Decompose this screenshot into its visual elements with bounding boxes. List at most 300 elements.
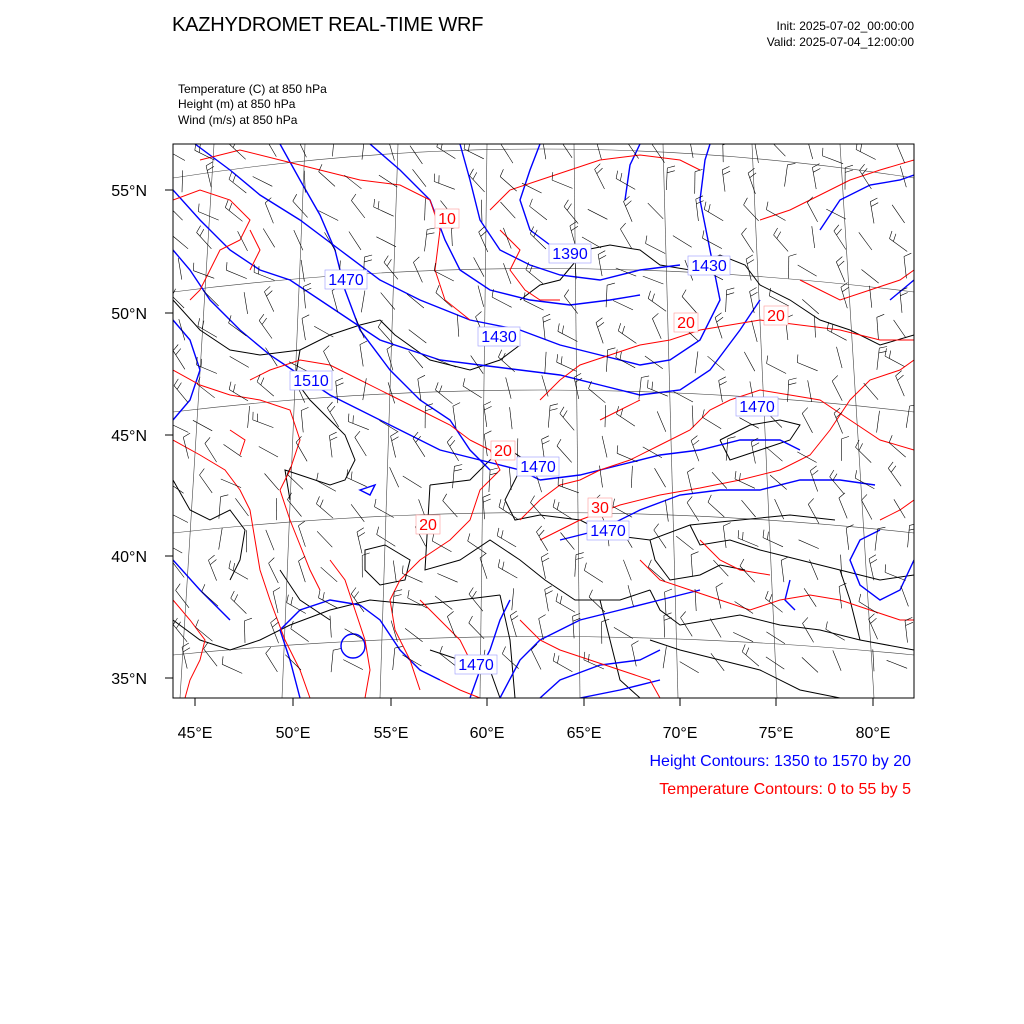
wind-barb-feather [576, 553, 584, 555]
wind-barb [556, 601, 575, 612]
wind-barb-feather [813, 169, 820, 173]
wind-barb-feather [435, 382, 438, 390]
wind-barb [271, 623, 279, 644]
wind-barb [704, 210, 723, 221]
wind-barb-feather [319, 590, 321, 598]
wind-barb [408, 598, 428, 608]
wind-barb [589, 597, 605, 612]
wind-barb-feather [375, 499, 377, 507]
wind-barb-feather [622, 326, 624, 334]
wind-barb-feather [176, 349, 181, 355]
wind-barb [197, 384, 214, 398]
wind-barb-feather [562, 326, 563, 334]
wind-barb [405, 628, 423, 641]
wind-barb-feather [510, 611, 517, 616]
wind-barb [391, 436, 396, 457]
height-label: 1430 [481, 329, 517, 346]
wind-barb [374, 207, 394, 216]
wind-barb [530, 206, 547, 220]
wind-barb-feather [789, 254, 797, 256]
wind-barb-feather [542, 134, 549, 138]
wind-barb-feather [273, 588, 280, 592]
wind-barb-feather [542, 558, 549, 562]
wind-barb-feather [539, 615, 546, 619]
wind-barb-feather [226, 262, 227, 270]
wind-barb [231, 598, 247, 613]
wind-barb-feather [473, 172, 477, 179]
wind-barb [302, 318, 305, 340]
wind-barb-feather [512, 616, 519, 621]
wind-barb [632, 645, 637, 667]
wind-barb [901, 586, 909, 607]
wind-barb-feather [545, 586, 552, 590]
lat-label: 55°N [111, 183, 147, 200]
wind-barb [336, 381, 338, 403]
wind-barb [257, 382, 274, 396]
wind-barb [287, 603, 306, 614]
longitude-labels [178, 725, 891, 742]
wind-barb [221, 479, 241, 488]
wind-barb-feather [889, 435, 892, 442]
wind-barb-feather [336, 383, 343, 386]
wind-barb [468, 541, 486, 553]
wind-barb-feather [440, 646, 443, 654]
wind-barb [492, 297, 512, 307]
wind-barb-feather [168, 415, 169, 423]
wind-barb-feather [530, 199, 533, 207]
wind-barb-feather [483, 494, 490, 497]
wind-barb [443, 501, 458, 517]
wind-barb-feather [626, 134, 631, 140]
wind-barb [797, 452, 816, 463]
wind-barb-feather [233, 563, 235, 571]
wind-barb-feather [316, 496, 319, 503]
wind-barb [885, 356, 904, 366]
wind-barb [809, 560, 818, 580]
wind-barb [269, 563, 279, 583]
wind-barb [742, 652, 759, 666]
wind-barb [553, 661, 572, 672]
wind-barb-feather [497, 528, 499, 536]
wind-barb-feather [789, 383, 797, 385]
wind-barb-feather [812, 470, 818, 475]
wind-barb [802, 299, 819, 314]
wind-barb [502, 654, 518, 669]
lon-label: 70°E [662, 725, 698, 742]
height-label: 1430 [691, 258, 727, 275]
wind-barb [319, 172, 335, 187]
wind-barb-feather [567, 204, 571, 211]
wind-barb-feather [654, 524, 659, 530]
wind-barb-feather [596, 318, 602, 323]
wind-barb [330, 616, 331, 638]
wind-barbs [163, 132, 918, 674]
wind-barb-feather [607, 283, 615, 285]
wind-barb-feather [402, 566, 403, 574]
wind-barb-feather [744, 198, 748, 205]
wind-barb [807, 203, 817, 222]
wind-barb [536, 532, 547, 551]
wind-barb-feather [810, 466, 816, 471]
lon-label: 45°E [177, 725, 213, 742]
height-label: 1510 [293, 373, 329, 390]
wind-barb [436, 293, 452, 308]
wind-barb [877, 348, 879, 370]
wind-barb [498, 567, 517, 578]
wind-barb [266, 653, 278, 672]
wind-barb-feather [163, 534, 165, 542]
wind-barb-feather [484, 402, 491, 406]
wind-barb-feather [327, 402, 332, 408]
wind-barb-feather [845, 170, 853, 172]
wind-barb-feather [830, 470, 834, 477]
wind-barb [230, 356, 249, 367]
wind-barb [657, 411, 666, 431]
wind-barb [324, 351, 334, 371]
lat-label: 35°N [111, 671, 147, 688]
wind-barb-feather [391, 432, 398, 436]
wind-barb-feather [750, 288, 757, 292]
wind-barb-feather [807, 134, 814, 138]
wind-barb-feather [716, 583, 723, 587]
wind-barb [506, 377, 511, 398]
wind-barb [388, 139, 394, 160]
wind-barb [654, 530, 666, 548]
wind-barb-feather [747, 260, 754, 264]
wind-barb [837, 347, 843, 368]
wind-barb-feather [839, 493, 845, 498]
wind-barb [206, 166, 211, 187]
wind-barb [393, 561, 396, 583]
wind-barb-feather [501, 530, 503, 538]
wind-barb [648, 299, 666, 312]
wind-barb-feather [266, 291, 272, 297]
wind-barb-feather [355, 431, 360, 437]
wind-barb [266, 530, 274, 550]
wind-barb [648, 203, 663, 219]
wind-barb-feather [225, 200, 228, 208]
wind-barb [478, 286, 484, 307]
wind-barb-feather [557, 502, 559, 510]
wind-barb [263, 229, 275, 248]
wind-barb-feather [323, 592, 325, 600]
wind-barb-feather [317, 473, 319, 481]
wind-barb-feather [177, 383, 181, 390]
wind-barb [198, 326, 217, 337]
wind-barb [265, 474, 279, 491]
wind-barb-feather [862, 168, 867, 174]
wind-barb [182, 170, 183, 192]
wind-barb [836, 262, 845, 282]
wind-barb-feather [543, 314, 550, 317]
wind-barb [726, 439, 728, 461]
wind-barb [785, 165, 788, 187]
wind-barb [558, 485, 579, 493]
wind-barb-feather [333, 649, 341, 651]
wind-barb-feather [802, 408, 808, 414]
wind-barb-feather [229, 203, 232, 210]
wind-barb-feather [832, 375, 838, 381]
wind-barb [265, 203, 273, 223]
wind-barb-feather [261, 378, 264, 385]
wind-barb-feather [781, 557, 788, 560]
wind-barb [182, 647, 187, 668]
wind-barb-feather [797, 355, 798, 363]
wind-barb [606, 285, 607, 307]
wind-barb [620, 229, 631, 248]
wind-barb-feather [472, 591, 476, 598]
height-contours-legend: Height Contours: 1350 to 1570 by 20 [649, 753, 911, 770]
lat-label: 40°N [111, 549, 147, 566]
wind-barb [616, 179, 635, 190]
graticule [173, 144, 914, 698]
wind-barb-feather [723, 171, 730, 174]
wind-barb-feather [766, 202, 768, 210]
wind-barb-feather [443, 494, 447, 501]
wind-barb [894, 499, 905, 518]
wind-barb-feather [384, 256, 388, 263]
wind-barb-feather [687, 496, 692, 502]
wind-barb [510, 407, 512, 429]
wind-barb [726, 290, 727, 312]
temperature-label: 10 [438, 211, 456, 228]
wind-barb-feather [354, 592, 359, 598]
wind-barb [329, 436, 332, 458]
wind-barb [393, 648, 395, 670]
wind-barb [479, 232, 488, 252]
wind-barb-feather [351, 472, 352, 480]
wind-barb-feather [287, 595, 289, 603]
wind-barb-feather [646, 236, 647, 244]
wind-barb-feather [584, 563, 586, 571]
variable-height: Height (m) at 850 hPa [178, 97, 296, 111]
wind-barb [798, 265, 817, 276]
wind-barb-feather [425, 409, 433, 411]
wind-barb-feather [470, 169, 474, 176]
wind-barb [666, 168, 667, 190]
wind-barb-feather [542, 441, 549, 445]
wind-barb-feather [788, 163, 796, 164]
wind-barb-feather [859, 594, 861, 602]
wind-barb-feather [617, 445, 618, 453]
wind-barb-feather [530, 265, 533, 272]
wind-barb-feather [271, 618, 277, 623]
wind-barb-feather [556, 593, 558, 601]
wind-barb [379, 175, 397, 187]
wind-barb-feather [641, 376, 649, 378]
wind-barb [723, 140, 724, 162]
wind-barb-feather [719, 377, 726, 381]
wind-barb [464, 149, 484, 159]
wind-barb [827, 330, 846, 340]
wind-barb-feather [392, 437, 399, 441]
wind-barb-feather [703, 230, 704, 238]
wind-barb [351, 504, 364, 522]
wind-barb-feather [841, 283, 848, 288]
wind-barb-feather [696, 196, 703, 199]
wind-barb-feather [735, 471, 736, 479]
wind-barb-feather [769, 288, 770, 296]
wind-barb [763, 538, 783, 547]
wind-barb [347, 478, 367, 487]
wind-barb-feather [869, 555, 876, 559]
wind-barb [808, 504, 819, 523]
wind-barb [904, 257, 906, 279]
wind-barb [740, 418, 759, 429]
wind-barb [200, 475, 213, 493]
wind-barb [802, 657, 818, 672]
wind-barb [503, 263, 511, 284]
wind-barb [839, 498, 847, 518]
wind-barb [894, 320, 906, 338]
wind-barb [766, 210, 785, 221]
height-contour-labels [290, 244, 778, 674]
wind-barb-feather [667, 171, 675, 173]
wind-barb [375, 507, 394, 518]
wind-barb [708, 356, 725, 370]
wind-barb [171, 235, 188, 249]
wind-barb [266, 348, 278, 367]
wind-barb [614, 627, 633, 638]
wind-barb [168, 512, 188, 522]
wind-barb-feather [454, 465, 462, 467]
wind-barb-feather [378, 320, 382, 327]
wind-barb [744, 205, 759, 221]
wind-barb [179, 319, 185, 340]
wind-barb-feather [498, 350, 501, 357]
wind-barb [905, 621, 908, 643]
wind-barb-feather [476, 312, 482, 317]
wind-barb-feather [387, 345, 394, 350]
wind-barb-feather [469, 616, 473, 623]
wind-barb-feather [708, 204, 710, 212]
wind-barb-feather [234, 594, 238, 601]
wind-barb [766, 632, 785, 644]
wind-barb-feather [687, 468, 694, 472]
wind-barb [723, 526, 726, 548]
wind-barb-feather [885, 564, 886, 572]
wind-barb-feather [738, 530, 739, 538]
wind-barb [497, 536, 516, 547]
wind-barb-feather [909, 528, 917, 530]
wind-barb-feather [877, 314, 884, 317]
wind-barb-feather [437, 139, 439, 147]
wind-barb [543, 317, 545, 339]
wind-barb [799, 540, 819, 549]
wind-barb [561, 533, 575, 550]
wind-barb-feather [763, 530, 764, 538]
wind-barb [178, 258, 182, 280]
wind-barb-feather [490, 468, 498, 470]
wind-barb [696, 199, 699, 221]
wind-barb-feather [652, 313, 658, 318]
wind-barb-feather [553, 499, 555, 507]
wind-barb-feather [664, 618, 672, 621]
wind-barb-feather [682, 290, 686, 297]
wind-barb-feather [360, 341, 367, 345]
wind-barb-feather [550, 404, 558, 406]
wind-barb [484, 405, 487, 427]
wind-barb-feather [229, 382, 231, 390]
wind-barb-feather [900, 293, 907, 296]
wind-barb [500, 177, 517, 192]
wind-barb-feather [269, 558, 275, 564]
wind-barb [167, 205, 183, 221]
wind-barb [325, 232, 336, 251]
wind-barb [687, 503, 699, 521]
wind-barb-feather [499, 499, 501, 507]
wind-barb [296, 442, 307, 461]
wind-barb [573, 616, 575, 638]
wind-barb-feather [324, 346, 330, 352]
wind-barb [826, 209, 846, 219]
wind-barb-feather [652, 382, 653, 390]
wind-barb-feather [387, 259, 391, 266]
wind-barb-feather [330, 437, 337, 440]
wind-barb [584, 571, 603, 583]
wind-barb-feather [896, 138, 902, 143]
wind-barb [676, 536, 693, 550]
wind-barb-feather [617, 406, 619, 414]
wind-barb-feather [632, 641, 639, 645]
wind-barb [166, 150, 185, 161]
wind-barb [665, 592, 666, 614]
wind-barb-feather [293, 194, 297, 201]
wind-barb [855, 478, 874, 489]
wind-barb [483, 497, 485, 519]
wind-barb [890, 239, 908, 252]
wind-barb-feather [898, 375, 904, 380]
lon-label: 55°E [373, 725, 409, 742]
wind-barb-feather [377, 527, 379, 535]
wind-barb [908, 525, 910, 547]
wind-barb-feather [558, 323, 559, 331]
wind-barb-feather [838, 261, 844, 266]
wind-barb-feather [233, 175, 236, 183]
wind-barb-feather [336, 378, 343, 381]
wind-barb [542, 138, 546, 160]
wind-barb-feather [910, 524, 918, 526]
wind-barb [613, 301, 633, 310]
wind-barb-feather [202, 584, 205, 591]
wind-barb-feather [571, 226, 578, 230]
wind-barb-feather [765, 591, 768, 599]
wind-barb [259, 321, 272, 339]
wind-barb-feather [904, 253, 911, 256]
wind-barb-feather [596, 134, 603, 138]
wind-barb-feather [553, 653, 555, 661]
wind-barb-feather [408, 590, 409, 598]
wind-barb [864, 383, 878, 400]
wind-barb [498, 357, 514, 372]
wind-barb-feather [618, 323, 620, 331]
wind-barb-feather [183, 648, 190, 652]
wind-barb [332, 135, 334, 157]
wind-barb-feather [378, 201, 379, 209]
wind-barb-feather [769, 594, 772, 601]
lat-label: 45°N [111, 428, 147, 445]
wind-barb [595, 169, 605, 189]
wind-barb [457, 315, 459, 337]
wind-barb [833, 650, 841, 670]
wind-barb-feather [708, 495, 711, 502]
wind-barb-feather [329, 432, 336, 435]
wind-barb [501, 145, 513, 164]
wind-barb [744, 352, 755, 371]
wind-barb [202, 592, 218, 607]
wind-barb [548, 406, 550, 428]
wind-barb [314, 326, 333, 337]
